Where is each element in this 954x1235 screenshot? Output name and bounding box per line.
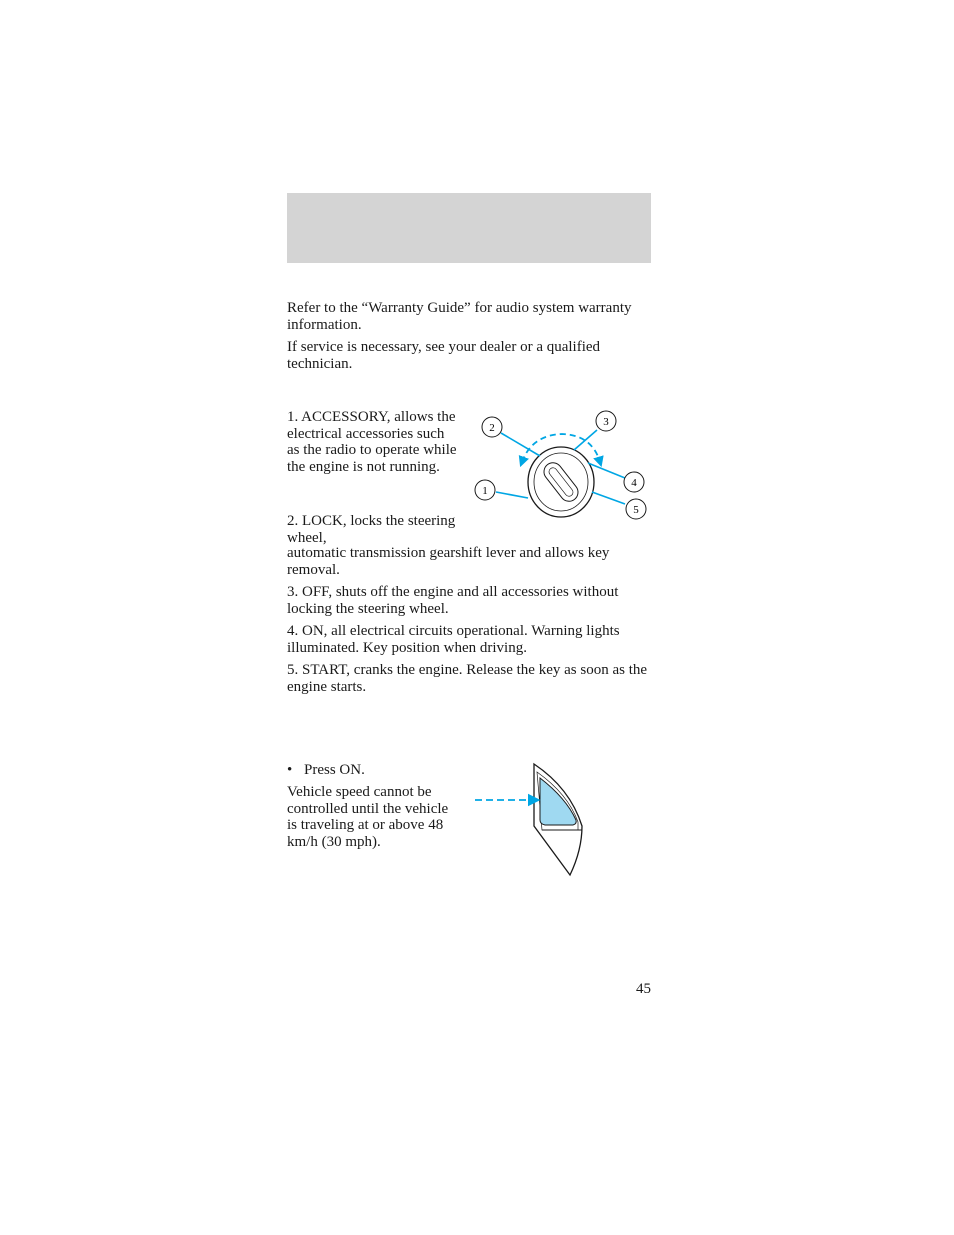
speed-control-illustration <box>470 760 590 880</box>
ignition-switch-illustration <box>470 405 660 525</box>
audio-service-text: If service is necessary, see your dealer or a qualified technician. <box>287 339 601 372</box>
ignition-on-text: 4. ON, all electrical circuits operational. Warning lights illuminated. Key position when driving. <box>287 623 620 656</box>
header-band <box>287 193 651 263</box>
speed-control-text: Vehicle speed cannot be controlled until the vehicle is traveling at or above 48 km/h (30 mph). <box>287 784 449 850</box>
speed-control-bullet-text: Press ON. <box>304 762 365 778</box>
audio-warranty-text: Refer to the “Warranty Guide” for audio system warranty information. <box>287 300 632 333</box>
ignition-accessory-text: 1. ACCESSORY, allows the electrical accessories such as the radio to operate while the engine is not running. <box>287 409 457 475</box>
ignition-start-text: 5. START, cranks the engine. Release the key as soon as the engine starts. <box>287 662 648 695</box>
bullet-icon: • <box>287 762 293 778</box>
page-number: 45 <box>636 981 651 997</box>
callout-5: 5 <box>633 504 639 516</box>
callout-2: 2 <box>489 422 495 434</box>
ignition-lock-text-line1: 2. LOCK, locks the steering wheel, <box>287 513 456 546</box>
callout-4: 4 <box>631 477 637 489</box>
speed-control-bullet <box>287 762 467 779</box>
ignition-off-text: 3. OFF, shuts off the engine and all accessories without locking the steering wheel. <box>287 584 619 617</box>
callout-1: 1 <box>482 485 488 497</box>
callout-3: 3 <box>603 416 609 428</box>
ignition-lock-text-line2: automatic transmission gearshift lever and allows key removal. <box>287 545 610 578</box>
